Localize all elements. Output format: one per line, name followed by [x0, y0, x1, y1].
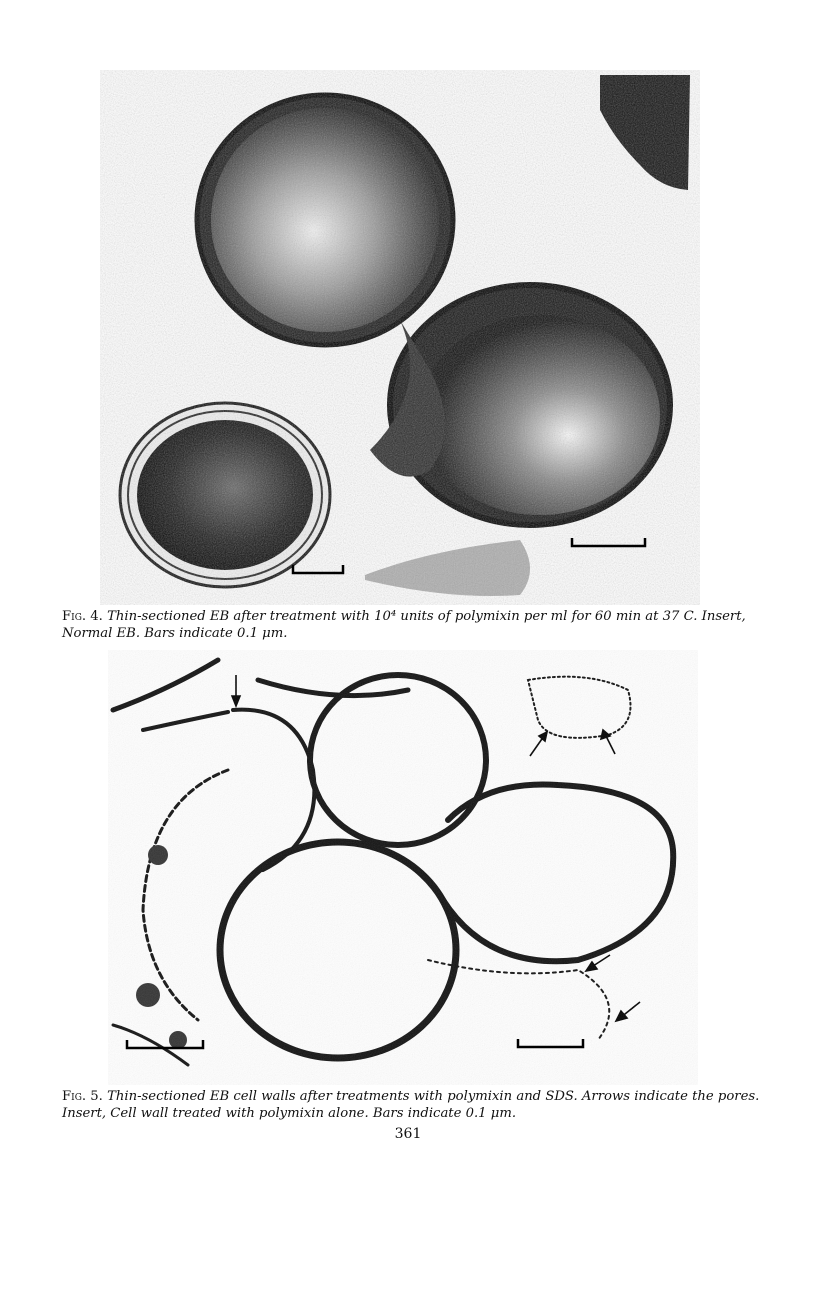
- figure-5-label: Fig. 5.: [62, 1089, 103, 1104]
- figure-5-micrograph: [108, 650, 698, 1085]
- figure-4-label: Fig. 4.: [62, 609, 103, 624]
- figure-4-caption: [62, 608, 762, 642]
- figure-5-caption: [62, 1088, 762, 1122]
- page-number: 361: [394, 1126, 422, 1142]
- figure-4-caption-text: Thin-sectioned EB after treatment with 10⁴ units of polymixin per ml for 60 min at 37 C. Insert, Normal EB. Bars indicate 0.1 μm.: [62, 609, 746, 641]
- figure-5-caption-text: Thin-sectioned EB cell walls after treatments with polymixin and SDS. Arrows indicate the pores. Insert, Cell wall treated with polymixin alone. Bars indicate 0.1 μm.: [62, 1089, 760, 1121]
- figure-4-micrograph: [100, 70, 700, 605]
